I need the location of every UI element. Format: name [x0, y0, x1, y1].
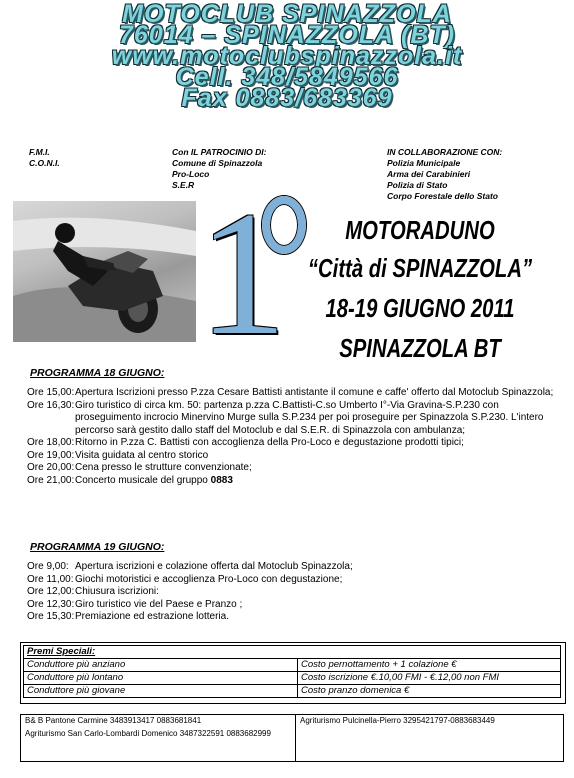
program-item: [27, 450, 562, 463]
sponsor-col-federations: [29, 147, 60, 169]
collaboration-item: Corpo Forestale dello Stato: [387, 191, 498, 201]
collaboration-item: Polizia Municipale: [387, 158, 461, 168]
program-item: [27, 475, 562, 488]
program-18-list: [27, 387, 562, 487]
program-desc: Apertura iscrizioni e colazione offerta dal Motoclub Spinazzola;: [75, 561, 353, 572]
event-title-dates: 18-19 GIUGNO 2011: [325, 293, 515, 323]
header-line-website[interactable]: www.motoclubspinazzola.it: [111, 42, 463, 70]
table-row: [24, 659, 561, 672]
program-item: [27, 611, 562, 624]
collaboration-item: Polizia di Stato: [387, 180, 448, 190]
table-row: [24, 685, 561, 698]
prizes-table: [23, 645, 561, 698]
header-line-club: MOTOCLUB SPINAZZOLA: [122, 0, 452, 28]
program-19-heading: PROGRAMMA 19 GIUGNO:: [30, 541, 165, 553]
sponsor-fmi: F.M.I.: [29, 147, 50, 157]
accommodations-table: [20, 714, 564, 762]
program-desc: Apertura Iscrizioni presso P.zza Cesare Battisti antistante il comune e caffe' offerto dal Motoclub Spinazzola;: [75, 387, 554, 398]
program-time: Ore 15,00:: [27, 387, 75, 398]
program-item: [27, 462, 562, 475]
program-desc: Giro turistico vie del Paese e Pranzo ;: [75, 598, 243, 610]
patronage-item: S.E.R: [172, 180, 195, 190]
program-time: Ore 12,30:: [27, 598, 75, 610]
patronage-item: Pro-Loco: [172, 169, 210, 179]
program-item: [27, 586, 562, 599]
accommodation-item: B& B Pantone Carmine 3483913417 0883681841: [25, 716, 202, 725]
program-desc: Visita guidata al centro storico: [75, 449, 209, 461]
program-time: Ore 16,30:: [27, 399, 75, 411]
band-name: 0883: [210, 474, 233, 486]
program-time: Ore 15,30:: [27, 611, 75, 622]
accommodations-right: [296, 715, 564, 762]
program-desc: Cena presso le strutture convenzionate;: [75, 462, 252, 473]
event-title-location: SPINAZZOLA BT: [339, 333, 501, 363]
accommodations-left: [21, 715, 296, 762]
program-18-heading: PROGRAMMA 18 GIUGNO:: [30, 367, 165, 379]
prize-cost: Costo pranzo domenica €: [298, 685, 561, 698]
prizes-heading-row: [24, 646, 561, 659]
collaboration-heading: IN COLLABORAZIONE CON:: [387, 147, 503, 157]
program-desc: Giochi motoristici e accoglienza Pro-Loco con degustazione;: [75, 573, 343, 585]
header-line-address: 76014 – SPINAZZOLA (BT): [118, 21, 456, 49]
accommodation-item: Agriturismo Pulcinella-Pierro 3295421797-0883683449: [300, 716, 495, 725]
event-title-motoraduno: MOTORADUNO: [345, 215, 495, 245]
table-row: [24, 672, 561, 685]
patronage-item: Comune di Spinazzola: [172, 158, 263, 168]
program-desc: Giro turistico di circa km. 50: partenza p.zza C.Battisti-C.so Umberto I°-Via Gravina-S.P.230 con proseguimento incrocio Minervino Murge sulla S.P.234 per poi proseguire per Spinazzola S.P.230. L'intero percorso sarà gestito dallo staff del Motoclub e dal S.E.R. di Spinazzola con ambulanza;: [75, 399, 544, 436]
edition-number: 1: [198, 174, 287, 372]
patronage-heading: Con IL PATROCINIO DI:: [172, 147, 267, 157]
program-time: Ore 21,00:: [27, 474, 75, 486]
motorcycle-rider-icon: [13, 201, 196, 342]
header-line-cell: Cell. 348/5849566: [175, 63, 399, 91]
motorcycle-photo: [13, 201, 196, 342]
event-title-city: “Città di SPINAZZOLA”: [307, 253, 533, 283]
prizes-heading: Premi Speciali:: [24, 646, 561, 659]
program-time: Ore 19,00:: [27, 449, 75, 461]
program-item: [27, 437, 562, 450]
prize-category: Conduttore più giovane: [24, 685, 298, 698]
program-item: [27, 599, 562, 612]
header-line-fax: Fax 0883/683369: [181, 84, 393, 112]
table-row: [21, 715, 564, 762]
program-desc: Chiusura iscrizioni:: [75, 586, 159, 597]
program-19-list: [27, 561, 562, 624]
program-time: Ore 18,00:: [27, 437, 75, 448]
program-desc: Ritorno in P.zza C. Battisti con accoglienza della Pro-Loco e degustazione prodotti tipici;: [75, 437, 464, 448]
program-time: Ore 9,00:: [27, 561, 69, 572]
header: [0, 0, 574, 112]
program-time: Ore 12,00:: [27, 586, 75, 597]
program-desc: [75, 475, 562, 488]
sponsor-coni: C.O.N.I.: [29, 158, 60, 168]
accommodation-item: Agriturismo San Carlo-Lombardi Domenico 3487322591 0883682999: [25, 729, 271, 738]
prize-cost: Costo pernottamento + 1 colazione €: [298, 659, 561, 672]
collaboration-item: Arma dei Carabinieri: [387, 169, 471, 179]
ordinal-indicator: [262, 196, 306, 254]
program-desc: Premiazione ed estrazione lotteria.: [75, 611, 229, 622]
prize-category: Conduttore più anziano: [24, 659, 298, 672]
program-desc-text: Concerto musicale del gruppo: [75, 474, 211, 486]
prize-cost: Costo iscrizione €.10,00 FMI - €.12,00 non FMI: [298, 672, 561, 685]
sponsor-col-collaboration: [387, 147, 502, 202]
prize-category: Conduttore più lontano: [24, 672, 298, 685]
program-item: [27, 574, 562, 587]
program-item: [27, 400, 562, 438]
program-time: Ore 20,00:: [27, 462, 75, 473]
program-item: [27, 561, 562, 574]
program-time: Ore 11,00:: [27, 573, 74, 585]
program-item: [27, 387, 562, 400]
